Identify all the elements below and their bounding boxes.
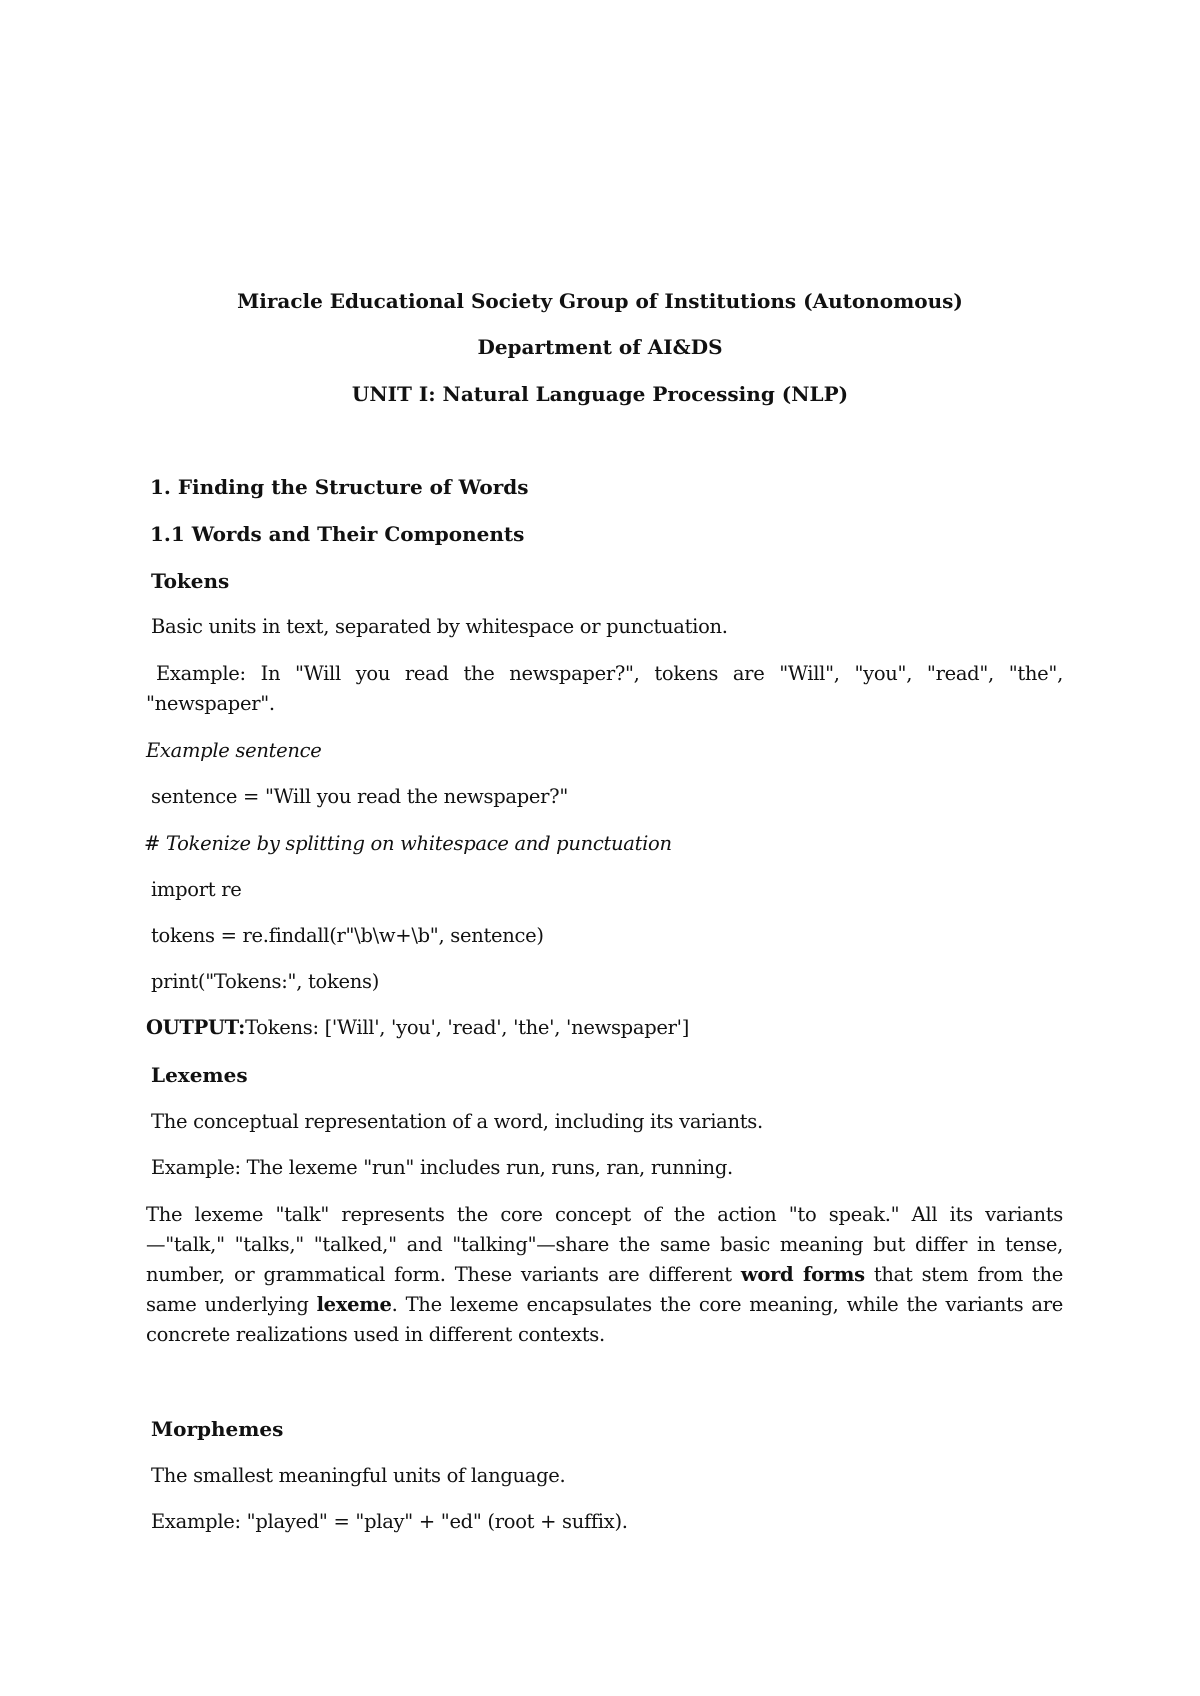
morphemes-definition: The smallest meaningful units of language. <box>151 1464 566 1487</box>
tokens-heading: Tokens <box>151 569 230 593</box>
morphemes-heading: Morphemes <box>151 1417 284 1441</box>
lexemes-definition: The conceptual representation of a word, including its variants. <box>151 1110 763 1133</box>
lexeme-paragraph-line: —"talk," "talks," "talked," and "talking"—share the same basic meaning but differ in tense, <box>146 1233 1063 1256</box>
code-line: tokens = re.findall(r"\b\w+\b", sentence) <box>151 924 544 947</box>
output-value: Tokens: ['Will', 'you', 'read', 'the', 'newspaper'] <box>245 1016 690 1039</box>
code-comment: # Tokenize by splitting on whitespace and punctuation <box>144 832 672 855</box>
section-heading: 1. Finding the Structure of Words <box>150 475 529 499</box>
tokens-definition: Basic units in text, separated by whitespace or punctuation. <box>151 615 728 638</box>
lexeme-paragraph-line: same underlying lexeme. The lexeme encapsulates the core meaning, while the variants are <box>146 1293 1063 1316</box>
lexemes-example: Example: The lexeme "run" includes run, runs, ran, running. <box>151 1156 733 1179</box>
lexeme-paragraph-line: The lexeme "talk" represents the core concept of the action "to speak." All its variants <box>146 1203 1063 1226</box>
morphemes-example: Example: "played" = "play" + "ed" (root + suffix). <box>151 1510 628 1533</box>
department-title: Department of AI&DS <box>477 335 723 359</box>
unit-title: UNIT I: Natural Language Processing (NLP) <box>351 382 849 406</box>
subsection-heading: 1.1 Words and Their Components <box>150 522 525 546</box>
lexemes-heading: Lexemes <box>151 1063 248 1087</box>
tokens-example-line2: "newspaper". <box>146 692 275 715</box>
institution-title: Miracle Educational Society Group of Institutions (Autonomous) <box>237 289 963 313</box>
lexeme-paragraph-line: concrete realizations used in different contexts. <box>146 1323 605 1346</box>
bold-term: lexeme <box>316 1293 392 1316</box>
tokens-example-line1: Example: In "Will you read the newspaper?", tokens are "Will", "you", "read", "the", <box>156 662 1063 685</box>
code-line: sentence = "Will you read the newspaper?" <box>151 785 569 808</box>
code-line: print("Tokens:", tokens) <box>151 970 380 993</box>
output-line <box>146 1014 689 1042</box>
code-line: import re <box>151 878 242 901</box>
lexeme-paragraph-line: number, or grammatical form. These variants are different word forms that stem from the <box>146 1263 1063 1286</box>
output-label: OUTPUT: <box>146 1016 246 1039</box>
bold-term: word forms <box>740 1263 865 1286</box>
code-comment: Example sentence <box>146 739 322 762</box>
